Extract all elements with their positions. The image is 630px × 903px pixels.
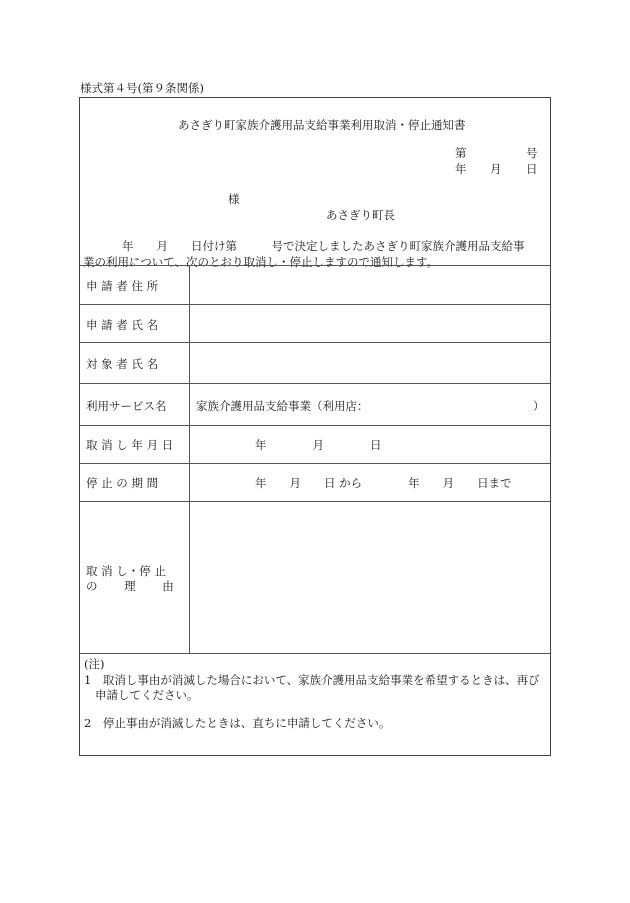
row-divider: [80, 342, 550, 343]
date-year: 年: [455, 162, 467, 176]
number-suffix: 号: [526, 146, 538, 160]
date-day: 日: [526, 162, 538, 176]
table-bottom-line: [80, 653, 550, 654]
subject-name-label: 対 象 者 氏 名: [86, 357, 159, 371]
reason-label-line-1: 取 消 し・停 止: [86, 564, 166, 578]
row-divider: [80, 304, 550, 305]
note-1-line-1: 1 取消し事由が消滅した場合において、家族介護用品支給事業を希望するときは、再び: [84, 673, 540, 687]
body-line-2: 業の利用について、次のとおり取消し・停止しますので通知します。: [83, 255, 439, 269]
addressee-suffix: 様: [228, 192, 240, 206]
reason-label-line-2: の 理 由: [86, 579, 174, 593]
row-divider: [80, 501, 550, 502]
notice-form: [79, 97, 551, 756]
cancel-date-label: 取 消 し 年 月 日: [86, 438, 174, 452]
applicant-address-label: 申 請 者 住 所: [86, 279, 159, 293]
date-month: 月: [490, 162, 502, 176]
row-divider: [80, 425, 550, 426]
cancel-date-value: 年 月 日: [255, 438, 382, 452]
document-title: あさぎり町家族介護用品支給事業利用取消・停止通知書: [178, 118, 466, 132]
service-close-paren: ）: [533, 399, 545, 413]
issuer: あさぎり町長: [326, 208, 395, 222]
service-label: 利用サービス名: [86, 399, 167, 413]
table-top-line: [80, 265, 550, 266]
form-number: 様式第４号(第９条関係): [80, 81, 204, 95]
number-prefix: 第: [455, 146, 467, 160]
applicant-name-label: 申 請 者 氏 名: [86, 318, 159, 332]
note-1-line-2: 申請してください。: [95, 688, 199, 702]
label-column-divider: [189, 265, 190, 653]
note-2: 2 停止事由が消滅したときは、直ちに申請してください。: [84, 716, 391, 730]
suspend-period-label: 停 止 の 期 間: [86, 476, 159, 490]
row-divider: [80, 383, 550, 384]
row-divider: [80, 463, 550, 464]
service-value: 家族介護用品支給事業（利用店：: [196, 399, 369, 413]
body-line-1: 年 月 日付け第 号で決定しましたあさぎり町家族介護用品支給事: [122, 239, 525, 253]
suspend-period-value: 年 月 日 から 年 月 日まで: [255, 476, 512, 490]
notes-heading: (注): [84, 657, 105, 671]
